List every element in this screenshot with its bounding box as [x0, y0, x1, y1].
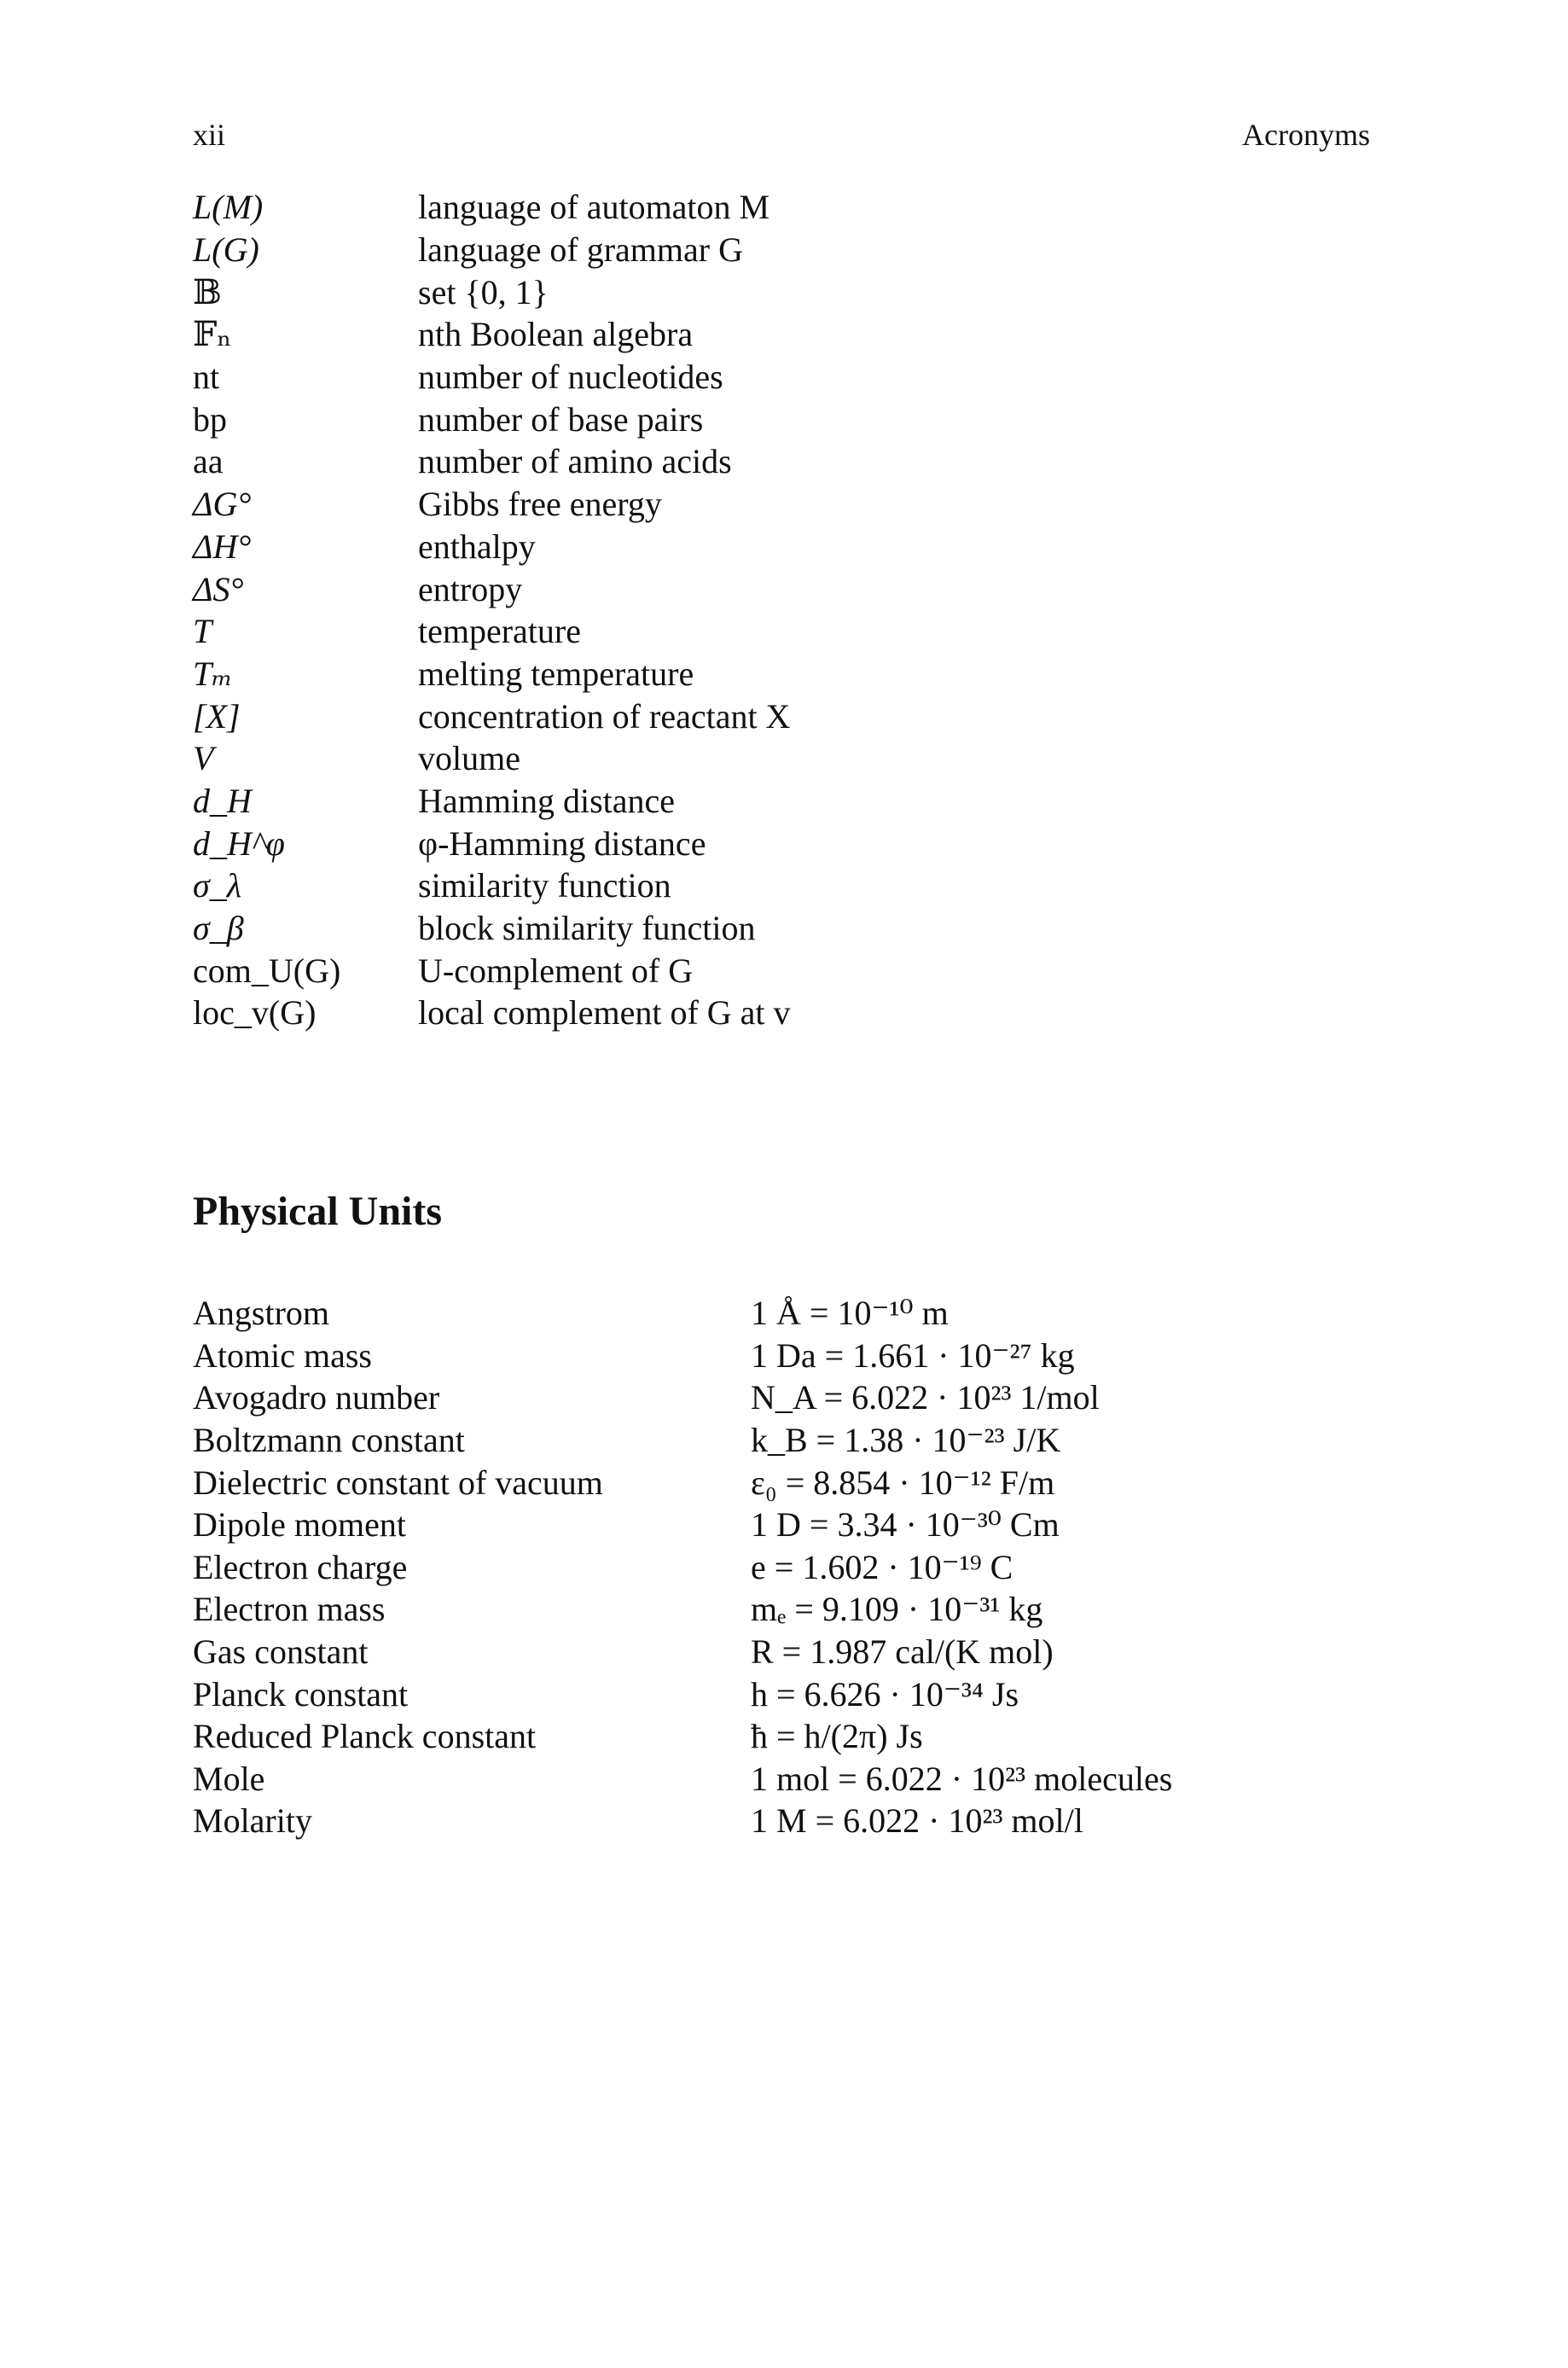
acronym-symbol: 𝔹 [193, 272, 222, 311]
unit-row [193, 1758, 1387, 1801]
unit-row [193, 1376, 1387, 1419]
acronym-definition: enthalpy [418, 527, 536, 566]
acronym-symbol: [X] [193, 696, 241, 736]
acronym-symbol: ΔS° [193, 569, 244, 608]
acronym-symbol: bp [193, 399, 227, 439]
acronym-row [193, 864, 1302, 907]
unit-name: Angstrom [193, 1294, 329, 1333]
unit-row [193, 1461, 1387, 1504]
acronym-definition: entropy [418, 569, 523, 608]
unit-name: Dipole moment [193, 1505, 406, 1545]
acronym-definition: set {0, 1} [418, 272, 549, 311]
acronym-row [193, 907, 1302, 950]
unit-name: Atomic mass [193, 1335, 372, 1375]
acronym-row [193, 567, 1302, 610]
unit-value: mₑ = 9.109 · 10⁻³¹ kg [751, 1590, 1043, 1629]
acronym-symbol: σ_β [193, 909, 244, 948]
unit-name: Mole [193, 1759, 265, 1798]
acronym-definition: number of nucleotides [418, 358, 723, 397]
unit-row [193, 1631, 1387, 1673]
unit-value: ε₀ = 8.854 · 10⁻¹² F/m [751, 1463, 1055, 1502]
acronym-symbol: ΔG° [193, 485, 252, 524]
unit-row [193, 1800, 1387, 1842]
unit-value: 1 D = 3.34 · 10⁻³⁰ Cm [751, 1505, 1060, 1545]
unit-value: 1 Da = 1.661 · 10⁻²⁷ kg [751, 1335, 1075, 1375]
acronym-row [193, 695, 1302, 737]
acronym-symbol: 𝔽ₙ [193, 315, 232, 354]
unit-value: e = 1.602 · 10⁻¹⁹ C [751, 1547, 1013, 1586]
unit-value: R = 1.987 cal/(K mol) [751, 1632, 1054, 1672]
acronym-definition: number of amino acids [418, 442, 732, 481]
acronym-definition: temperature [418, 612, 581, 651]
acronym-definition: nth Boolean algebra [418, 315, 694, 354]
acronym-definition: Hamming distance [418, 781, 676, 820]
acronym-row [193, 526, 1302, 568]
acronym-row [193, 737, 1302, 780]
acronym-row [193, 653, 1302, 695]
acronym-symbol: L(M) [193, 188, 264, 227]
acronym-symbol: V [193, 739, 214, 778]
acronym-row [193, 398, 1302, 440]
physical-units-list [193, 1292, 1387, 1842]
acronym-definition: local complement of G at v [418, 993, 791, 1033]
section-title: Physical Units [193, 1189, 443, 1234]
acronym-symbol: aa [193, 442, 224, 481]
acronym-symbol: σ_λ [193, 866, 242, 905]
unit-name: Electron mass [193, 1590, 386, 1629]
acronym-definition: Gibbs free energy [418, 485, 662, 524]
unit-value: 1 Å = 10⁻¹⁰ m [751, 1294, 949, 1333]
unit-name: Dielectric constant of vacuum [193, 1463, 603, 1502]
acronym-row [193, 271, 1302, 313]
acronym-row [193, 440, 1302, 483]
unit-name: Boltzmann constant [193, 1421, 465, 1460]
acronym-definition: block similarity function [418, 909, 756, 948]
acronym-symbol: com_U(G) [193, 951, 341, 990]
acronym-symbol: d_H^φ [193, 823, 285, 863]
unit-name: Gas constant [193, 1632, 369, 1672]
acronym-row [193, 186, 1302, 229]
acronym-list [193, 186, 1302, 1034]
acronym-symbol: L(G) [193, 230, 259, 270]
acronym-symbol: ΔH° [193, 527, 252, 566]
acronym-row [193, 229, 1302, 271]
unit-value: k_B = 1.38 · 10⁻²³ J/K [751, 1421, 1061, 1460]
acronym-definition: φ-Hamming distance [418, 823, 706, 863]
unit-value: h = 6.626 · 10⁻³⁴ Js [751, 1674, 1019, 1713]
acronym-definition: number of base pairs [418, 399, 704, 439]
unit-value: N_A = 6.022 · 10²³ 1/mol [751, 1378, 1100, 1417]
page-number: xii [193, 118, 226, 152]
unit-name: Planck constant [193, 1674, 409, 1713]
unit-name: Reduced Planck constant [193, 1717, 537, 1756]
acronym-row [193, 949, 1302, 992]
unit-row [193, 1419, 1387, 1462]
unit-row [193, 1588, 1387, 1631]
unit-value: 1 M = 6.022 · 10²³ mol/l [751, 1801, 1083, 1841]
unit-row [193, 1292, 1387, 1335]
acronym-definition: language of grammar G [418, 230, 743, 270]
acronym-definition: language of automaton M [418, 188, 770, 227]
acronym-row [193, 313, 1302, 356]
page-header [193, 116, 1370, 154]
acronym-symbol: nt [193, 358, 220, 397]
acronym-row [193, 822, 1302, 864]
unit-name: Electron charge [193, 1547, 408, 1586]
unit-name: Avogadro number [193, 1378, 440, 1417]
acronym-symbol: T [193, 612, 212, 651]
unit-row [193, 1546, 1387, 1589]
acronym-row [193, 356, 1302, 399]
unit-row [193, 1335, 1387, 1377]
unit-value: ħ = h/(2π) Js [751, 1717, 923, 1756]
acronym-definition: melting temperature [418, 654, 694, 693]
unit-value: 1 mol = 6.022 · 10²³ molecules [751, 1759, 1173, 1798]
acronym-definition: U-complement of G [418, 951, 694, 990]
acronym-symbol: loc_v(G) [193, 993, 317, 1033]
unit-row [193, 1673, 1387, 1715]
acronym-row [193, 610, 1302, 653]
unit-row [193, 1504, 1387, 1546]
acronym-symbol: d_H [193, 781, 252, 820]
acronym-row [193, 780, 1302, 823]
running-title: Acronyms [1242, 118, 1370, 152]
unit-name: Molarity [193, 1801, 312, 1841]
acronym-row [193, 992, 1302, 1034]
acronym-row [193, 483, 1302, 526]
acronym-symbol: Tₘ [193, 654, 233, 693]
acronym-definition: similarity function [418, 866, 671, 905]
acronym-definition: volume [418, 739, 520, 778]
unit-row [193, 1715, 1387, 1758]
acronym-definition: concentration of reactant X [418, 696, 791, 736]
